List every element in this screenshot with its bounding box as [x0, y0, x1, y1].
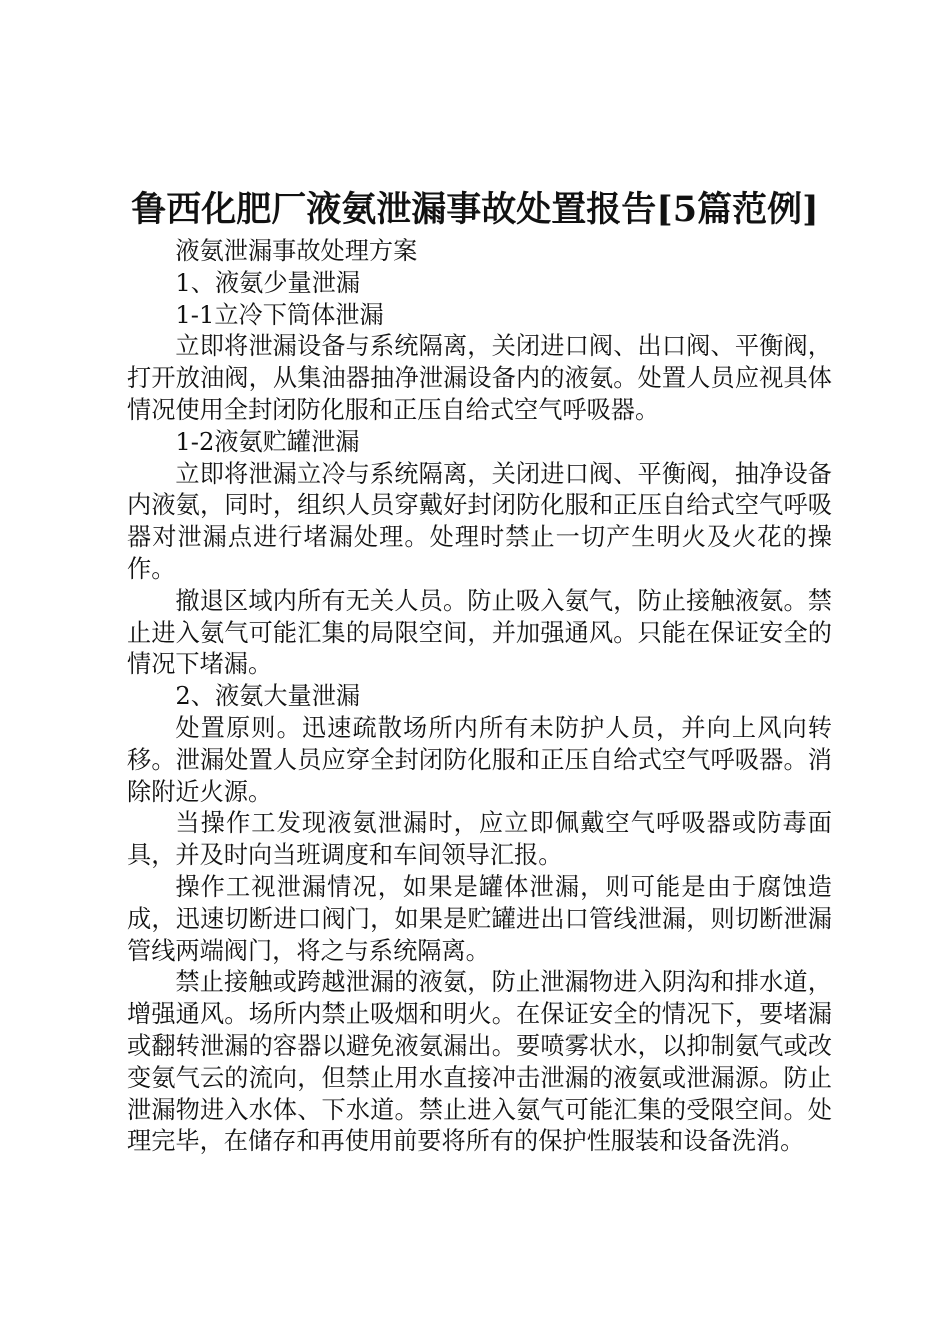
- subsection-heading-1-1: 1-1立冷下筒体泄漏: [175, 300, 384, 329]
- section-heading-plan: 液氨泄漏事故处理方案: [175, 237, 418, 265]
- document-title: 鲁西化肥厂液氨泄漏事故处置报告[5篇范例]: [131, 189, 819, 230]
- document-body: [127, 236, 832, 1158]
- paragraph: 撤退区域内所有无关人员。防止吸入氨气，防止接触液氨。禁止进入氨气可能汇集的局限空间，并加强通风。只能在保证安全的情况下堵漏。: [127, 586, 832, 679]
- section-heading-small-leak: 1、液氨少量泄漏: [175, 268, 361, 297]
- paragraph: 处置原则。迅速疏散场所内所有未防护人员，并向上风向转移。泄漏处置人员应穿全封闭防化服和正压自给式空气呼吸器。消除附近火源。: [127, 713, 832, 806]
- section-heading-large-leak: 2、液氨大量泄漏: [175, 682, 361, 711]
- paragraph: 立即将泄漏设备与系统隔离，关闭进口阀、出口阀、平衡阀，打开放油阀，从集油器抽净泄漏设备内的液氨。处置人员应视具体情况使用全封闭防化服和正压自给式空气呼吸器。: [127, 332, 832, 424]
- paragraph: 当操作工发现液氨泄漏时，应立即佩戴空气呼吸器或防毒面具，并及时向当班调度和车间领导汇报。: [127, 809, 832, 870]
- paragraph: 立即将泄漏立冷与系统隔离，关闭进口阀、平衡阀，抽净设备内液氨，同时，组织人员穿戴好封闭防化服和正压自给式空气呼吸器对泄漏点进行堵漏处理。处理时禁止一切产生明火及火花的操作。: [127, 459, 832, 583]
- paragraph: 操作工视泄漏情况，如果是罐体泄漏，则可能是由于腐蚀造成，迅速切断进口阀门，如果是贮罐进出口管线泄漏，则切断泄漏管线两端阀门，将之与系统隔离。: [127, 872, 832, 965]
- subsection-heading-1-2: 1-2液氨贮罐泄漏: [175, 427, 360, 456]
- paragraph: 禁止接触或跨越泄漏的液氨，防止泄漏物进入阴沟和排水道，增强通风。场所内禁止吸烟和明火。在保证安全的情况下，要堵漏或翻转泄漏的容器以避免液氨漏出。要喷雾状水，以抑制氨气或改变氨气云的流向，但禁止用水直接冲击泄漏的液氨或泄漏源。防止泄漏物进入水体、下水道。禁止进入氨气可能汇集的受限空间。处理完毕，在储存和再使用前要将所有的保护性服装和设备洗消。: [127, 968, 832, 1156]
